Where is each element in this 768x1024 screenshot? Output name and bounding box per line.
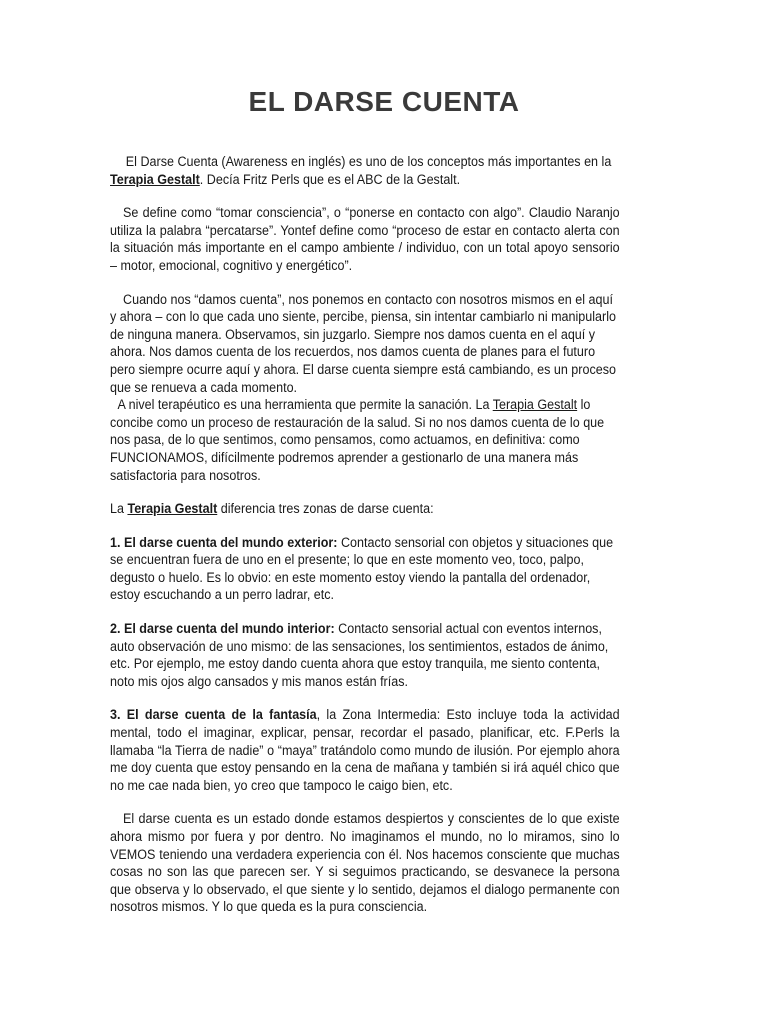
paragraph-terapeutico xyxy=(110,396,620,484)
paragraph-intro-text-end: . Decía Fritz Perls que es el ABC de la Gestalt. xyxy=(199,171,461,187)
paragraph-definition: Se define como “tomar consciencia”, o “ponerse en contacto con algo”. Claudio Naranjo utiliza la palabra “percatarse”. Yontef define como “proceso de estar en contacto alerta con la situación más importante en el campo ambiente / individuo, con un total apoyo sensorio – motor, emocional, cognitivo y energético”. xyxy=(110,205,620,273)
paragraph-zonas-intro xyxy=(110,500,620,518)
zone-item-interior xyxy=(110,620,620,690)
paragraph-aqui-ahora: Cuando nos “damos cuenta”, nos ponemos en contacto con nosotros mismos en el aquí y ahora – con lo que cada uno siente, percibe, piensa, sin intentar cambiarlo ni manipularlo de ninguna manera. Observamos, sin juzgarlo. Siempre nos damos cuenta en el aquí y ahora. Nos damos cuenta de los recuerdos, nos damos cuenta de planes para el futuro pero siempre ocurre aquí y ahora. El darse cuenta siempre está cambiando, es un proceso que se renueva a cada momento. xyxy=(110,291,617,395)
zone-heading: 2. El darse cuenta del mundo interior: xyxy=(110,621,335,637)
zone-item-exterior xyxy=(110,534,620,604)
zone-heading: 3. El darse cuenta de la fantasía xyxy=(110,707,317,723)
zone-text: Contacto sensorial actual con eventos internos, auto observación de uno mismo: de las sensaciones, los sentimientos, estados de ánimo, etc. Por ejemplo, me estoy dando cuenta ahora que estoy tranquila, me siento contenta, noto mis ojos algo cansados y mis manos están frías. xyxy=(110,621,609,689)
terapia-gestalt-link[interactable]: Terapia Gestalt xyxy=(110,171,200,187)
paragraph-zonas-text-end: diferencia tres zonas de darse cuenta: xyxy=(217,501,434,517)
paragraph-terapeutico-text-end: lo concibe como un proceso de restauración de la salud. Si no nos damos cuenta de lo que nos pasa, de lo que sentimos, como pensamos, como actuamos, en definitiva: como FUNCIONAMOS, difícilmente podremos aprender a gestionarlo de una manera más satisfactoria para nosotros. xyxy=(110,397,605,483)
document-body xyxy=(110,153,620,916)
paragraph-terapeutico-text-start: A nivel terapéutico es una herramienta que permite la sanación. La xyxy=(117,397,493,413)
zone-item-fantasia xyxy=(110,706,620,794)
terapia-gestalt-link[interactable]: Terapia Gestalt xyxy=(492,397,578,413)
paragraph-conclusion: El darse cuenta es un estado donde estamos despiertos y conscientes de lo que existe ahora mismo por fuera y por dentro. No imaginamos el mundo, no lo miramos, sino lo VEMOS teniendo una verdadera experiencia con él. Nos hacemos consciente que muchas cosas no son las que parecen ser. Y si seguimos practicando, se desvanece la persona que observa y lo observado, el que siente y lo sentido, dejamos el dialogo permanente con nosotros mismos. Y lo que queda es la pura consciencia. xyxy=(110,811,620,915)
zone-text: Contacto sensorial con objetos y situaciones que se encuentran fuera de uno en el presente; lo que en este momento veo, toco, palpo, degusto o huelo. Es lo obvio: en este momento estoy viendo la pantalla del ordenador, estoy escuchando a un perro ladrar, etc. xyxy=(110,534,614,603)
zone-text: , la Zona Intermedia: Esto incluye toda la actividad mental, todo el imaginar, explicar, pensar, recordar el pasado, planificar, etc. F.Perls la llamaba “la Tierra de nadie” o “maya” tratándolo como mundo de ilusión. Por ejemplo ahora me doy cuenta que estoy pensando en la cena de mañana y también si irá aquél chico que no me cae nada bien, yo creo que tampoco le caigo bien, etc. xyxy=(110,707,620,793)
paragraph-intro-text-start: El Darse Cuenta (Awareness en inglés) es uno de los conceptos más importantes en la xyxy=(125,154,612,169)
document-title: EL DARSE CUENTA xyxy=(248,86,520,117)
paragraph-zonas-text-start: La xyxy=(110,501,128,517)
terapia-gestalt-link[interactable]: Terapia Gestalt xyxy=(127,501,218,517)
zone-heading: 1. El darse cuenta del mundo exterior: xyxy=(110,534,338,550)
paragraph-intro xyxy=(110,153,620,188)
